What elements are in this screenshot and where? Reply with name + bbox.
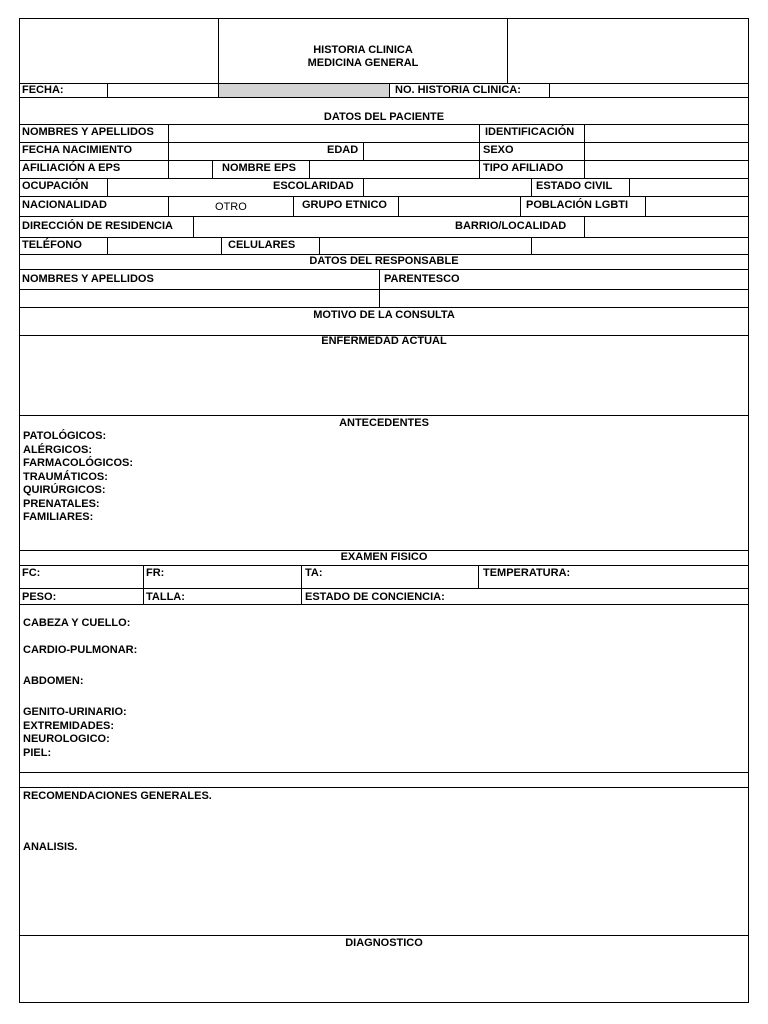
antecedente-item: FAMILIARES: — [23, 511, 94, 523]
peso-label: PESO: — [22, 591, 57, 603]
temperatura-label: TEMPERATURA: — [483, 567, 571, 579]
diagnostico-field[interactable] — [20, 952, 748, 1002]
divider — [19, 415, 749, 416]
barrio-label: BARRIO/LOCALIDAD — [455, 220, 567, 232]
divider — [293, 196, 294, 216]
divider — [478, 565, 479, 588]
enfermedad-actual-title: ENFERMEDAD ACTUAL — [321, 335, 447, 347]
divider — [479, 124, 480, 142]
poblacion-lgbti-field[interactable] — [646, 197, 748, 215]
divider — [221, 237, 222, 254]
telefono-field[interactable] — [108, 238, 220, 253]
extremidades-label: EXTREMIDADES: — [23, 719, 115, 732]
motivo-consulta-title: MOTIVO DE LA CONSULTA — [313, 309, 455, 321]
afiliacion-label: AFILIACIÓN A EPS — [22, 162, 121, 174]
cabeza-cuello-label: CABEZA Y CUELLO: — [23, 617, 131, 629]
divider — [19, 588, 749, 589]
identificacion-field[interactable] — [585, 125, 748, 141]
divider — [19, 787, 749, 788]
divider — [168, 196, 169, 216]
recomendaciones-label: RECOMENDACIONES GENERALES. — [23, 790, 212, 802]
barrio-field[interactable] — [585, 217, 748, 236]
antecedentes-title: ANTECEDENTES — [339, 417, 429, 429]
estado-civil-field[interactable] — [630, 179, 748, 195]
direccion-label: DIRECCIÓN DE RESIDENCIA — [22, 220, 173, 232]
fecha-label: FECHA: — [22, 84, 64, 96]
grupo-etnico-label: GRUPO ETNICO — [302, 199, 387, 211]
enfermedad-actual-field[interactable] — [20, 350, 748, 414]
examen-fisico-title: EXAMEN FISICO — [340, 551, 428, 563]
poblacion-lgbti-label: POBLACIÓN LGBTI — [526, 199, 629, 211]
celulares-field[interactable] — [320, 238, 530, 253]
divider — [212, 160, 213, 178]
divider — [520, 196, 521, 216]
fecha-nac-field[interactable] — [169, 143, 309, 159]
section-title-responsable: DATOS DEL RESPONSABLE — [309, 255, 459, 267]
nacionalidad-label: NACIONALIDAD — [22, 199, 107, 211]
nombre-eps-field[interactable] — [310, 161, 478, 177]
analisis-label: ANALISIS. — [23, 841, 78, 853]
nombre-eps-label: NOMBRE EPS — [222, 162, 296, 174]
genito-urinario-label: GENITO-URINARIO: — [23, 706, 127, 718]
tipo-afiliado-field[interactable] — [585, 161, 748, 177]
antecedente-item: QUIRÚRGICOS: — [23, 484, 106, 496]
responsable-nombres-field[interactable] — [20, 290, 378, 306]
edad-label: EDAD — [327, 144, 359, 156]
edad-field[interactable] — [364, 143, 478, 159]
fecha-nac-label: FECHA NACIMIENTO — [22, 144, 132, 156]
sexo-label: SEXO — [483, 144, 514, 156]
tipo-afiliado-label: TIPO AFILIADO — [483, 162, 564, 174]
ocupacion-field[interactable] — [108, 179, 268, 195]
fecha-field[interactable] — [108, 84, 218, 97]
celulares-extra-field[interactable] — [532, 238, 748, 253]
divider — [19, 307, 749, 308]
divider — [389, 83, 390, 97]
fecha-shaded-field[interactable] — [219, 84, 389, 97]
historia-no-field[interactable] — [550, 84, 748, 97]
divider — [19, 97, 749, 98]
cardio-pulmonar-label: CARDIO-PULMONAR: — [23, 644, 138, 656]
form-subtitle: MEDICINA GENERAL — [307, 57, 419, 69]
ta-label: TA: — [305, 567, 323, 579]
escolaridad-label: ESCOLARIDAD — [273, 180, 354, 192]
divider — [19, 269, 749, 270]
sexo-field[interactable] — [585, 143, 748, 159]
fc-label: FC: — [22, 567, 41, 579]
celulares-label: CELULARES — [228, 239, 296, 251]
nombres-field[interactable] — [169, 125, 478, 141]
otro-label: OTRO — [215, 201, 247, 213]
diagnostico-title: DIAGNOSTICO — [345, 937, 423, 949]
form-title: HISTORIA CLINICA — [313, 44, 413, 56]
identificacion-label: IDENTIFICACIÓN — [485, 126, 575, 138]
divider — [19, 772, 749, 773]
antecedente-item: FARMACOLÓGICOS: — [23, 457, 133, 469]
escolaridad-field[interactable] — [364, 179, 530, 195]
divider — [479, 142, 480, 160]
nombres-label: NOMBRES Y APELLIDOS — [22, 126, 154, 138]
grupo-etnico-field[interactable] — [399, 197, 519, 215]
divider — [479, 160, 480, 178]
antecedente-item: ALÉRGICOS: — [23, 443, 93, 456]
divider — [19, 935, 749, 936]
direccion-field[interactable] — [194, 217, 449, 236]
talla-label: TALLA: — [146, 591, 185, 603]
divider — [19, 196, 749, 197]
divider — [19, 604, 749, 605]
section-title-paciente: DATOS DEL PACIENTE — [323, 111, 445, 123]
historia-no-label: NO. HISTORIA CLINICA: — [395, 84, 521, 96]
logo-field[interactable] — [508, 19, 748, 82]
antecedente-item: PRENATALES: — [23, 497, 100, 510]
neurologico-label: NEUROLOGICO: — [23, 733, 110, 745]
responsable-nombres-label: NOMBRES Y APELLIDOS — [22, 273, 154, 285]
parentesco-field[interactable] — [380, 290, 748, 306]
afiliacion-field[interactable] — [169, 161, 211, 177]
telefono-label: TELÉFONO — [22, 239, 82, 251]
antecedente-item: TRAUMÁTICOS: — [23, 470, 108, 483]
divider — [143, 565, 144, 604]
parentesco-label: PARENTESCO — [384, 273, 460, 285]
divider — [301, 565, 302, 604]
fr-label: FR: — [146, 567, 165, 579]
piel-label: PIEL: — [23, 746, 52, 759]
ocupacion-label: OCUPACIÓN — [22, 180, 89, 192]
divider — [531, 178, 532, 196]
abdomen-label: ABDOMEN: — [23, 675, 84, 687]
estado-civil-label: ESTADO CIVIL — [536, 180, 613, 192]
estado-conciencia-label: ESTADO DE CONCIENCIA: — [305, 591, 445, 603]
antecedente-item: PATOLÓGICOS: — [23, 430, 107, 442]
divider — [19, 565, 749, 566]
